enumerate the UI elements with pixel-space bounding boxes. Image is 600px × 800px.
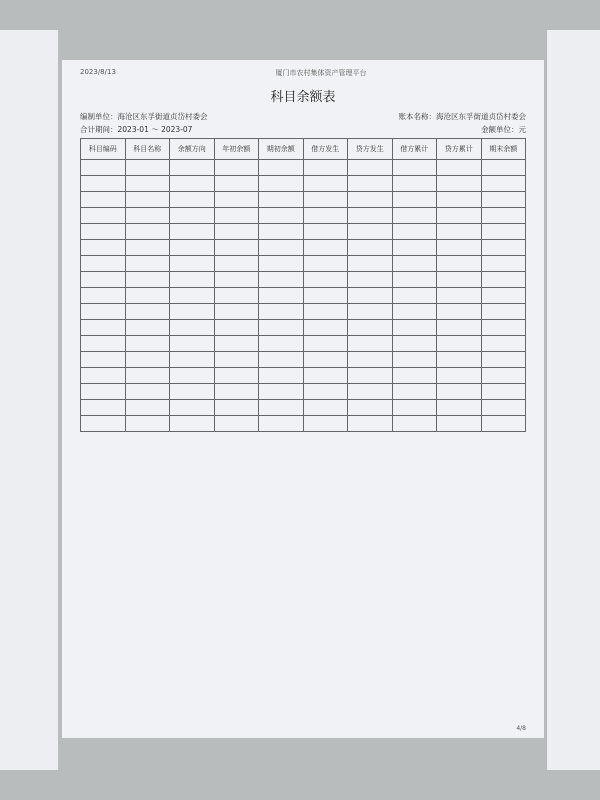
table-row [81, 208, 526, 224]
print-header [80, 68, 526, 78]
account-set-label: 账本名称：海沧区东孚街道贞岱村委会 [398, 112, 526, 121]
table-cell [348, 208, 393, 224]
table-cell [170, 256, 215, 272]
table-row [81, 416, 526, 432]
table-cell [259, 288, 304, 304]
table-cell [481, 208, 526, 224]
table-cell [214, 224, 259, 240]
table-cell [125, 368, 170, 384]
platform-title: 厦门市农村集体资产管理平台 [275, 69, 367, 77]
table-cell [81, 352, 126, 368]
table-cell [170, 400, 215, 416]
table-cell [259, 416, 304, 432]
table-cell [481, 352, 526, 368]
table-cell [348, 256, 393, 272]
table-cell [481, 384, 526, 400]
table-cell [214, 304, 259, 320]
table-cell [392, 256, 437, 272]
table-cell [259, 304, 304, 320]
table-row [81, 352, 526, 368]
table-cell [392, 368, 437, 384]
table-cell [437, 192, 482, 208]
table-cell [125, 288, 170, 304]
table-cell [170, 368, 215, 384]
table-cell [437, 176, 482, 192]
table-cell [214, 352, 259, 368]
table-cell [392, 208, 437, 224]
table-cell [125, 224, 170, 240]
table-cell [303, 304, 348, 320]
table-cell [481, 272, 526, 288]
table-cell [437, 368, 482, 384]
table-cell [348, 416, 393, 432]
table-cell [303, 288, 348, 304]
balance-table [80, 138, 526, 432]
table-cell [348, 384, 393, 400]
table-cell [392, 176, 437, 192]
table-cell [437, 224, 482, 240]
table-cell [170, 288, 215, 304]
table-body [81, 160, 526, 432]
table-cell [348, 192, 393, 208]
table-cell [170, 192, 215, 208]
table-cell [214, 368, 259, 384]
period-label: 合计期间：2023-01 ～ 2023-07 [80, 125, 193, 134]
table-cell [303, 352, 348, 368]
table-cell [481, 160, 526, 176]
table-cell [81, 256, 126, 272]
table-cell [437, 208, 482, 224]
table-cell [481, 400, 526, 416]
table-cell [437, 288, 482, 304]
table-cell [348, 320, 393, 336]
report-sheet [62, 60, 544, 738]
table-cell [392, 160, 437, 176]
table-cell [481, 416, 526, 432]
table-cell [81, 240, 126, 256]
table-cell [481, 288, 526, 304]
table-cell [348, 304, 393, 320]
table-cell [437, 272, 482, 288]
meta-row-2 [80, 124, 526, 135]
table-cell [214, 208, 259, 224]
table-cell [303, 320, 348, 336]
table-cell [437, 384, 482, 400]
table-cell [125, 336, 170, 352]
table-cell [81, 160, 126, 176]
table-cell [481, 368, 526, 384]
table-cell [170, 384, 215, 400]
table-cell [437, 320, 482, 336]
table-row [81, 160, 526, 176]
table-cell [303, 256, 348, 272]
table-cell [481, 256, 526, 272]
table-cell [81, 320, 126, 336]
table-row [81, 176, 526, 192]
table-cell [81, 304, 126, 320]
print-date: 2023/8/13 [80, 68, 116, 76]
column-header: 贷方累计 [437, 139, 482, 160]
table-cell [214, 192, 259, 208]
column-header: 科目编码 [81, 139, 126, 160]
table-cell [481, 320, 526, 336]
table-cell [81, 336, 126, 352]
table-cell [214, 288, 259, 304]
column-header: 年初余额 [214, 139, 259, 160]
table-cell [392, 416, 437, 432]
table-cell [125, 272, 170, 288]
table-cell [214, 320, 259, 336]
column-header: 期初余额 [259, 139, 304, 160]
table-cell [81, 288, 126, 304]
table-cell [392, 224, 437, 240]
table-header-row [81, 139, 526, 160]
amount-unit-label: 金额单位：元 [481, 125, 526, 134]
table-cell [437, 416, 482, 432]
table-cell [170, 208, 215, 224]
table-row [81, 288, 526, 304]
table-cell [303, 192, 348, 208]
table-cell [303, 368, 348, 384]
meta-row-1 [80, 111, 526, 122]
table-cell [392, 400, 437, 416]
table-cell [392, 192, 437, 208]
table-cell [437, 304, 482, 320]
table-cell [303, 336, 348, 352]
column-header: 期末余额 [481, 139, 526, 160]
table-cell [81, 176, 126, 192]
table-cell [214, 256, 259, 272]
table-cell [170, 176, 215, 192]
table-cell [437, 256, 482, 272]
table-cell [348, 240, 393, 256]
page-number: 4/8 [516, 725, 526, 732]
table-row [81, 256, 526, 272]
table-cell [348, 336, 393, 352]
page-footer [80, 725, 526, 732]
table-cell [348, 272, 393, 288]
table-cell [125, 304, 170, 320]
table-cell [303, 272, 348, 288]
table-cell [348, 352, 393, 368]
table-cell [392, 320, 437, 336]
table-cell [437, 160, 482, 176]
table-cell [392, 288, 437, 304]
table-cell [81, 416, 126, 432]
table-cell [214, 416, 259, 432]
table-row [81, 304, 526, 320]
table-cell [125, 400, 170, 416]
table-cell [259, 256, 304, 272]
table-cell [125, 240, 170, 256]
table-cell [170, 224, 215, 240]
table-cell [81, 272, 126, 288]
table-cell [81, 192, 126, 208]
table-cell [259, 400, 304, 416]
table-cell [303, 400, 348, 416]
column-header: 贷方发生 [348, 139, 393, 160]
table-cell [170, 320, 215, 336]
table-cell [125, 176, 170, 192]
table-cell [303, 160, 348, 176]
table-cell [303, 176, 348, 192]
table-cell [392, 352, 437, 368]
column-header: 余额方向 [170, 139, 215, 160]
table-cell [125, 416, 170, 432]
table-cell [81, 208, 126, 224]
table-cell [437, 352, 482, 368]
table-cell [125, 208, 170, 224]
table-cell [170, 304, 215, 320]
table-cell [170, 352, 215, 368]
table-cell [81, 368, 126, 384]
table-row [81, 400, 526, 416]
column-header: 借方发生 [303, 139, 348, 160]
table-cell [259, 208, 304, 224]
table-cell [125, 320, 170, 336]
table-row [81, 192, 526, 208]
table-cell [303, 224, 348, 240]
table-cell [303, 384, 348, 400]
column-header: 科目名称 [125, 139, 170, 160]
table-cell [481, 176, 526, 192]
table-cell [437, 400, 482, 416]
table-cell [259, 192, 304, 208]
table-cell [259, 336, 304, 352]
table-cell [481, 240, 526, 256]
table-cell [214, 176, 259, 192]
column-header: 借方累计 [392, 139, 437, 160]
table-row [81, 240, 526, 256]
left-adjacent-sheet [0, 30, 58, 770]
table-cell [259, 272, 304, 288]
table-row [81, 368, 526, 384]
table-cell [392, 384, 437, 400]
table-cell [214, 272, 259, 288]
table-cell [170, 336, 215, 352]
table-cell [481, 224, 526, 240]
table-cell [170, 416, 215, 432]
table-cell [348, 176, 393, 192]
table-cell [170, 272, 215, 288]
table-cell [259, 224, 304, 240]
table-row [81, 272, 526, 288]
table-cell [392, 240, 437, 256]
table-cell [348, 288, 393, 304]
table-cell [348, 400, 393, 416]
table-cell [481, 304, 526, 320]
table-cell [437, 336, 482, 352]
table-cell [259, 352, 304, 368]
table-cell [303, 240, 348, 256]
report-title: 科目余额表 [270, 90, 336, 105]
table-cell [125, 192, 170, 208]
table-cell [214, 400, 259, 416]
table-cell [81, 400, 126, 416]
table-cell [348, 224, 393, 240]
table-cell [481, 192, 526, 208]
table-cell [259, 368, 304, 384]
right-adjacent-sheet [547, 30, 600, 770]
table-cell [125, 352, 170, 368]
table-cell [170, 240, 215, 256]
table-cell [303, 416, 348, 432]
table-row [81, 384, 526, 400]
table-cell [303, 208, 348, 224]
table-cell [81, 224, 126, 240]
table-cell [259, 384, 304, 400]
table-cell [259, 160, 304, 176]
table-cell [259, 240, 304, 256]
table-cell [81, 384, 126, 400]
table-cell [437, 240, 482, 256]
table-cell [392, 304, 437, 320]
unit-label: 编制单位：海沧区东孚街道贞岱村委会 [80, 112, 208, 121]
table-cell [125, 160, 170, 176]
table-cell [125, 384, 170, 400]
table-cell [125, 256, 170, 272]
table-row [81, 320, 526, 336]
table-row [81, 336, 526, 352]
table-cell [214, 336, 259, 352]
table-row [81, 224, 526, 240]
table-cell [259, 176, 304, 192]
table-cell [214, 240, 259, 256]
table-cell [481, 336, 526, 352]
table-cell [348, 160, 393, 176]
table-cell [214, 384, 259, 400]
table-cell [392, 336, 437, 352]
table-cell [170, 160, 215, 176]
table-cell [348, 368, 393, 384]
table-cell [259, 320, 304, 336]
table-cell [392, 272, 437, 288]
table-cell [214, 160, 259, 176]
